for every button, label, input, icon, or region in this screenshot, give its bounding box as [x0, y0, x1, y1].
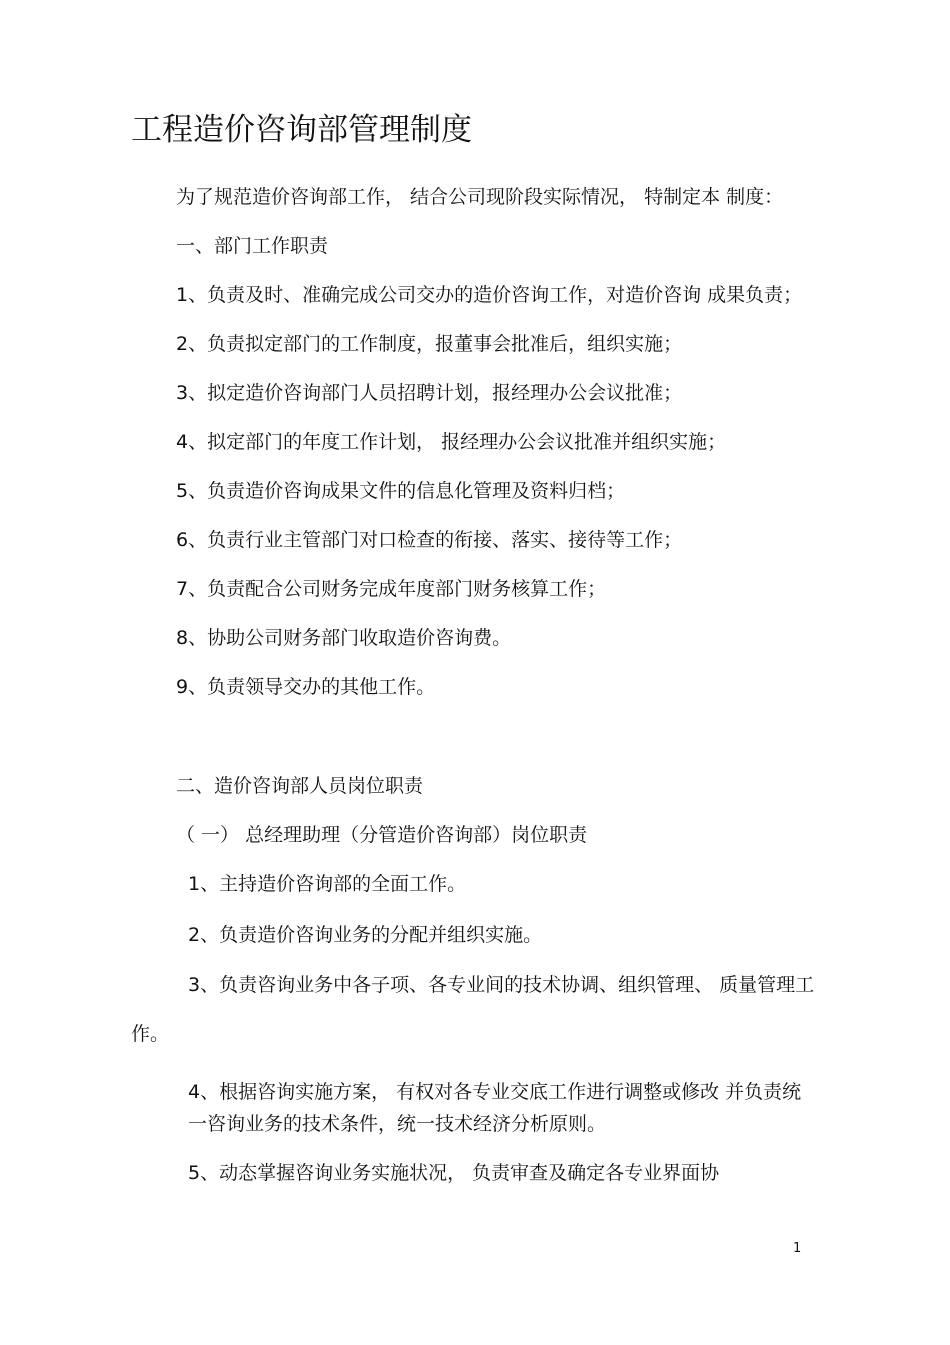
- section2-subheading: （ 一） 总经理助理（分管造价咨询部）岗位职责: [176, 824, 588, 846]
- section2-item-continuation: 作。: [131, 1023, 170, 1045]
- section2-item-continuation: 一咨询业务的技术条件，统一技术经济分析原则。: [188, 1113, 607, 1135]
- section1-heading: 一、部门工作职责: [176, 235, 329, 257]
- section2-item: 2、负责造价咨询业务的分配并组织实施。: [188, 924, 543, 946]
- section1-item: 5、负责造价咨询成果文件的信息化管理及资料归档；: [176, 480, 626, 502]
- section1-item: 1、负责及时、准确完成公司交办的造价咨询工作，对造价咨询 成果负责；: [176, 284, 803, 306]
- page-number: 1: [793, 1241, 802, 1256]
- intro-paragraph: 为了规范造价咨询部工作， 结合公司现阶段实际情况， 特制定本 制度：: [176, 186, 784, 208]
- section1-item: 6、负责行业主管部门对口检查的衔接、落实、接待等工作；: [176, 529, 683, 551]
- section2-item: 3、负责咨询业务中各子项、各专业间的技术协调、组织管理、 质量管理工: [188, 974, 815, 996]
- section2-item: 4、根据咨询实施方案， 有权对各专业交底工作进行调整或修改 并负责统: [188, 1081, 802, 1103]
- section1-item: 7、负责配合公司财务完成年度部门财务核算工作；: [176, 578, 607, 600]
- section1-item: 2、负责拟定部门的工作制度，报董事会批准后，组织实施；: [176, 333, 683, 355]
- section2-heading: 二、造价咨询部人员岗位职责: [176, 775, 424, 797]
- section2-item: 1、主持造价咨询部的全面工作。: [188, 873, 467, 895]
- section1-item: 9、负责领导交办的其他工作。: [176, 676, 436, 698]
- section1-item: 8、协助公司财务部门收取造价咨询费。: [176, 627, 512, 649]
- page-title: 工程造价咨询部管理制度: [131, 112, 472, 148]
- section1-item: 4、拟定部门的年度工作计划， 报经理办公会议批准并组织实施；: [176, 431, 727, 453]
- section1-item: 3、拟定造价咨询部门人员招聘计划，报经理办公会议批准；: [176, 382, 683, 404]
- section2-item: 5、动态掌握咨询业务实施状况， 负责审查及确定各专业界面协: [188, 1162, 720, 1184]
